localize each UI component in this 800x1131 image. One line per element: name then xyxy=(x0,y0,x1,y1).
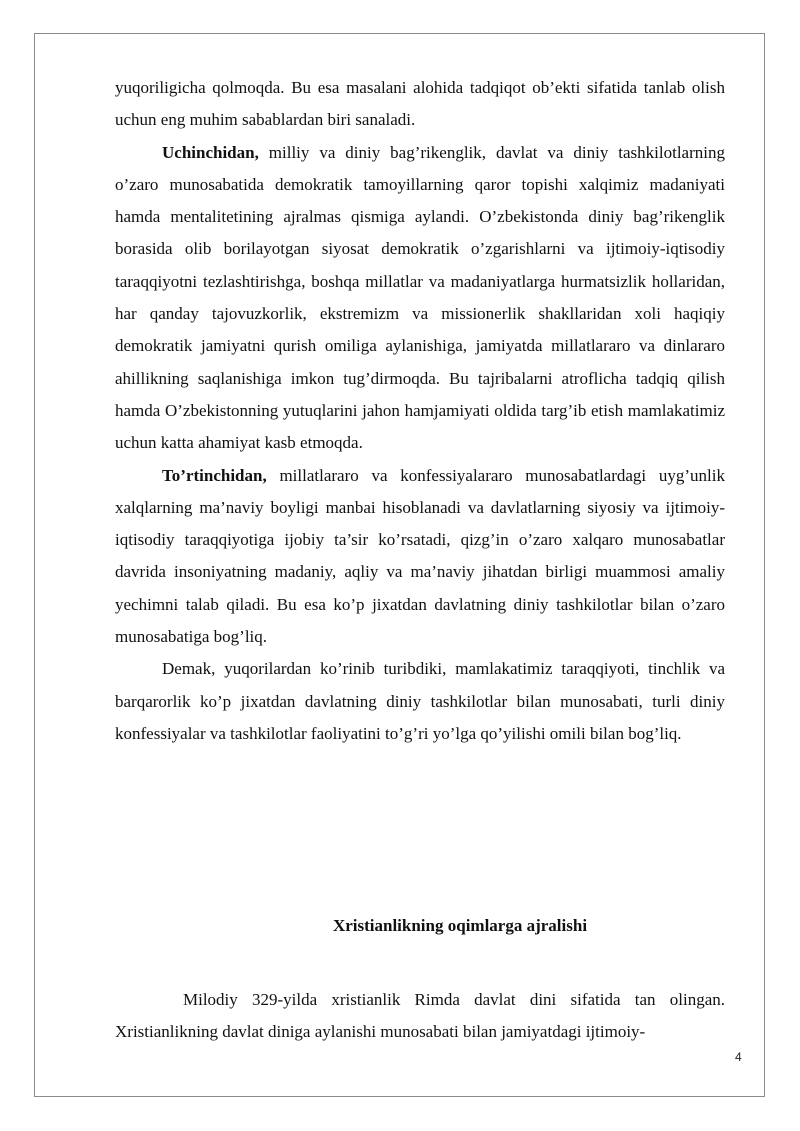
paragraph-continuation xyxy=(115,72,725,137)
paragraph-conclusion xyxy=(115,653,725,750)
body-text-bottom xyxy=(115,984,725,1049)
paragraph-lead-bold: Uchinchidan, xyxy=(162,142,259,162)
paragraph-text: Demak, yuqorilardan ko’rinib turibdiki, mamlakatimiz taraqqiyoti, tinchlik va barqarorlik ko’p jixatdan davlatning diniy tashkilotlar bilan munosabati, turli diniy konfessiyalar va tashkilotlar faoliyatini to’g’ri yo’lga qo’yilishi omili bilan bog’liq. xyxy=(115,659,725,743)
paragraph-text: milliy va diniy bag’rikenglik, davlat va diniy tashkilotlarning o’zaro munosabatida demokratik tamoyillarning qaror topishi xalqimiz madaniyati hamda mentalitetining ajralmas qismiga aylandi. O’zbekistonda diniy bag’rikenglik borasida olib borilayotgan siyosat demokratik o’zgarishlarni va ijtimoiy-iqtisodiy taraqqiyotni tezlashtirishga, boshqa millatlar va madaniyatlarga hurmatsizlik hollaridan, har qanday tajovuzkorlik, ekstremizm va missionerlik shakllaridan xoli haqiqiy demokratik jamiyatni qurish omiliga aylanishiga, jamiyatda millatlararo va dinlararo ahillikning saqlanishiga imkon tug’dirmoqda. Bu tajribalarni atroflicha tadqiq qilish hamda O’zbekistonning yutuqlarini jahon hamjamiyati oldida targ’ib etish mamlakatimiz uchun katta ahamiyat kasb etmoqda. xyxy=(115,142,725,453)
paragraph-fourth-point xyxy=(115,460,725,654)
page-number: 4 xyxy=(735,1050,742,1064)
section-heading: Xristianlikning oqimlarga ajralishi xyxy=(332,916,588,935)
paragraph-section-intro: Milodiy 329-yilda xristianlik Rimda davlat dini sifatida tan olingan. Xristianlikning davlat diniga aylanishi munosabati bilan jamiyatdagi ijtimoiy- xyxy=(115,990,725,1042)
paragraph-lead-bold: To’rtinchidan, xyxy=(162,465,267,485)
paragraph-text: yuqoriligicha qolmoqda. Bu esa masalani alohida tadqiqot ob’ekti sifatida tanlab olish uchun eng muhim sabablardan biri sanaladi. xyxy=(115,78,725,130)
paragraph-third-point xyxy=(115,137,725,460)
paragraph-text: millatlararo va konfessiyalararo munosabatlardagi uyg’unlik xalqlarning ma’naviy boyligi manbai hisoblanadi va davlatlarning siyosiy va ijtimoiy-iqtisodiy taraqqiyotiga ijobiy ta’sir ko’rsatadi, qizg’in o’zaro xalqaro munosabatlar davrida insoniyatning madaniy, aqliy va ma’naviy jihatdan birligi muammosi amaliy yechimni talab qiladi. Bu esa ko’p jixatdan davlatning diniy tashkilotlar bilan o’zaro munosabatiga bog’liq. xyxy=(115,465,725,647)
body-text-top xyxy=(115,72,725,750)
